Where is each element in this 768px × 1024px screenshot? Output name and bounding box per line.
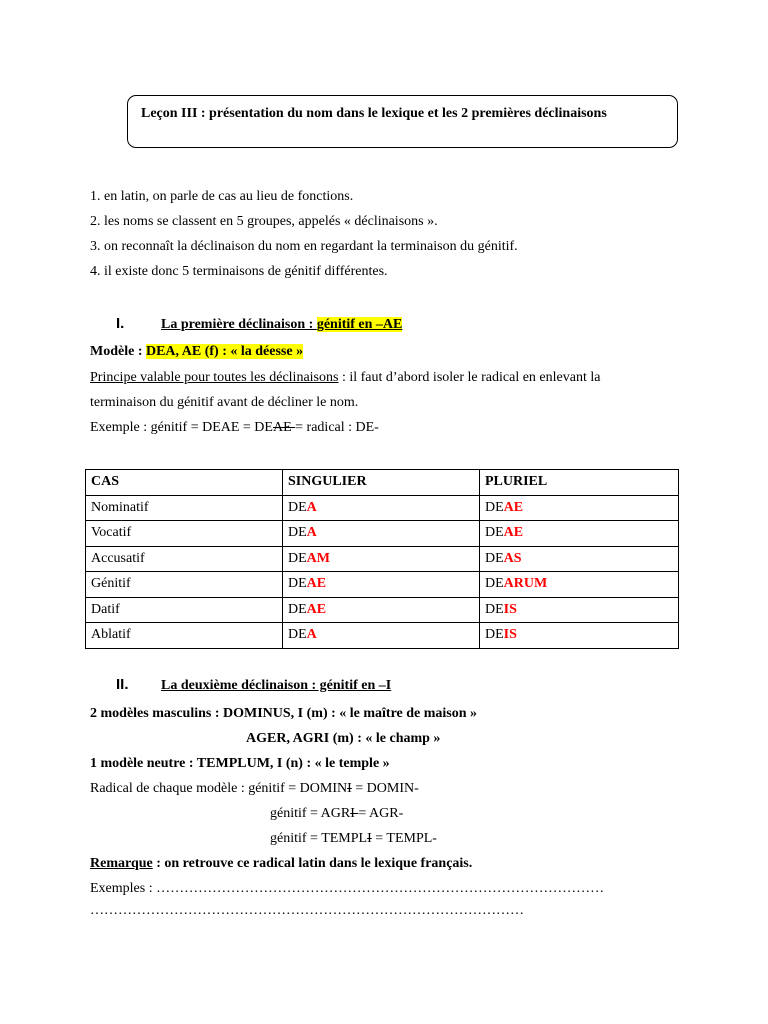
- principle-line-2: terminaison du génitif avant de décliner le nom.: [90, 395, 359, 410]
- case-cell: Génitif: [86, 572, 283, 598]
- radical-line-3: [270, 832, 437, 846]
- stem: DE: [288, 499, 307, 515]
- stem: DE: [288, 627, 307, 643]
- examples-dots-1: ……………………………………………………………………………………: [156, 881, 605, 896]
- stem: DE: [485, 550, 504, 566]
- section-1-numeral: I.: [116, 315, 125, 332]
- stem: DE: [485, 601, 504, 617]
- plural-cell: [480, 572, 679, 598]
- plural-cell: [480, 495, 679, 521]
- radical3-b: = TEMPL-: [371, 831, 437, 846]
- stem: DE: [485, 576, 504, 592]
- header-singulier: SINGULIER: [283, 470, 480, 496]
- ending: IS: [503, 627, 517, 643]
- table-row: [86, 495, 679, 521]
- plural-cell: [480, 546, 679, 572]
- intro-line-4: 4. il existe donc 5 terminaisons de génitif différentes.: [90, 264, 388, 279]
- ending: AE: [306, 601, 327, 617]
- stem: DE: [485, 499, 504, 515]
- lesson-title: Leçon III : présentation du nom dans le lexique et les 2 premières déclinaisons: [141, 106, 607, 121]
- ending: AE: [503, 499, 524, 515]
- radical1-a: Radical de chaque modèle : génitif = DOMIN: [90, 781, 348, 796]
- ending: A: [306, 627, 317, 643]
- examples-line-2: …………………………………………………………………………………: [90, 903, 524, 918]
- radical3-strike: I: [367, 831, 372, 846]
- remark-rest: : on retrouve ce radical latin dans le lexique français.: [152, 856, 473, 871]
- radical1-strike: I: [347, 781, 352, 796]
- ending: AE: [503, 525, 524, 541]
- section-1-heading-a: La première déclinaison :: [161, 317, 317, 332]
- section-1-heading: [161, 318, 402, 332]
- table-row: [86, 597, 679, 623]
- example-strike: AE: [272, 420, 296, 435]
- intro-line-2: 2. les noms se classent en 5 groupes, appelés « déclinaisons ».: [90, 214, 438, 229]
- section-2-numeral: II.: [116, 676, 129, 693]
- ending: ARUM: [503, 576, 548, 592]
- ending: AM: [306, 550, 330, 566]
- table-header-row: [86, 470, 679, 496]
- singular-cell: [283, 546, 480, 572]
- stem: DE: [288, 525, 307, 541]
- neuter-model-line: 1 modèle neutre : TEMPLUM, I (n) : « le temple »: [90, 756, 390, 771]
- singular-cell: [283, 623, 480, 649]
- radical2-a: génitif = AGR: [270, 806, 351, 821]
- radical2-b: = AGR-: [358, 806, 404, 821]
- example-line: [90, 421, 379, 435]
- intro-line-1: 1. en latin, on parle de cas au lieu de fonctions.: [90, 189, 354, 204]
- case-cell: Datif: [86, 597, 283, 623]
- header-pluriel: PLURIEL: [480, 470, 679, 496]
- masculine-models-line-2: AGER, AGRI (m) : « le champ »: [246, 731, 441, 746]
- masculine-models-line-1: 2 modèles masculins : DOMINUS, I (m) : « le maître de maison »: [90, 706, 478, 721]
- intro-line-3: 3. on reconnaît la déclinaison du nom en regardant la terminaison du génitif.: [90, 239, 518, 254]
- radical-line-1: [90, 782, 419, 796]
- ending: A: [306, 525, 317, 541]
- singular-cell: [283, 521, 480, 547]
- case-cell: Accusatif: [86, 546, 283, 572]
- plural-cell: [480, 623, 679, 649]
- model-label: Modèle :: [90, 344, 146, 359]
- title-box: [127, 95, 678, 148]
- examples-line-1: [90, 882, 604, 896]
- case-cell: Vocatif: [86, 521, 283, 547]
- principle-line-1: [90, 371, 600, 385]
- plural-cell: [480, 521, 679, 547]
- case-cell: Ablatif: [86, 623, 283, 649]
- stem: DE: [288, 550, 307, 566]
- stem: DE: [288, 601, 307, 617]
- header-cas: CAS: [86, 470, 283, 496]
- ending: A: [306, 499, 317, 515]
- stem: DE: [485, 525, 504, 541]
- singular-cell: [283, 572, 480, 598]
- examples-label: Exemples :: [90, 881, 157, 896]
- example-a: Exemple : génitif = DEAE = DE: [90, 420, 273, 435]
- table-row: [86, 521, 679, 547]
- radical-line-2: [270, 807, 403, 821]
- singular-cell: [283, 495, 480, 521]
- remark-line: [90, 857, 472, 871]
- remark-label: Remarque: [90, 856, 153, 871]
- singular-cell: [283, 597, 480, 623]
- case-cell: Nominatif: [86, 495, 283, 521]
- principle-label: Principe valable pour toutes les déclinaisons: [90, 370, 339, 385]
- section-2-heading: La deuxième déclinaison : génitif en –I: [161, 678, 392, 693]
- radical3-a: génitif = TEMPL: [270, 831, 368, 846]
- example-b: = radical : DE-: [295, 420, 379, 435]
- radical2-strike: I: [350, 806, 359, 821]
- ending: AS: [503, 550, 522, 566]
- radical1-b: = DOMIN-: [351, 781, 419, 796]
- plural-cell: [480, 597, 679, 623]
- ending: AE: [306, 576, 327, 592]
- stem: DE: [288, 576, 307, 592]
- table-row: [86, 623, 679, 649]
- model-line: [90, 345, 303, 359]
- declension-table: [85, 469, 679, 649]
- section-1-heading-b: génitif en –AE: [316, 317, 403, 332]
- table-row: [86, 572, 679, 598]
- model-value: DEA, AE (f) : « la déesse »: [145, 344, 304, 359]
- stem: DE: [485, 627, 504, 643]
- principle-rest: : il faut d’abord isoler le radical en enlevant la: [338, 370, 601, 385]
- ending: IS: [503, 601, 517, 617]
- table-row: [86, 546, 679, 572]
